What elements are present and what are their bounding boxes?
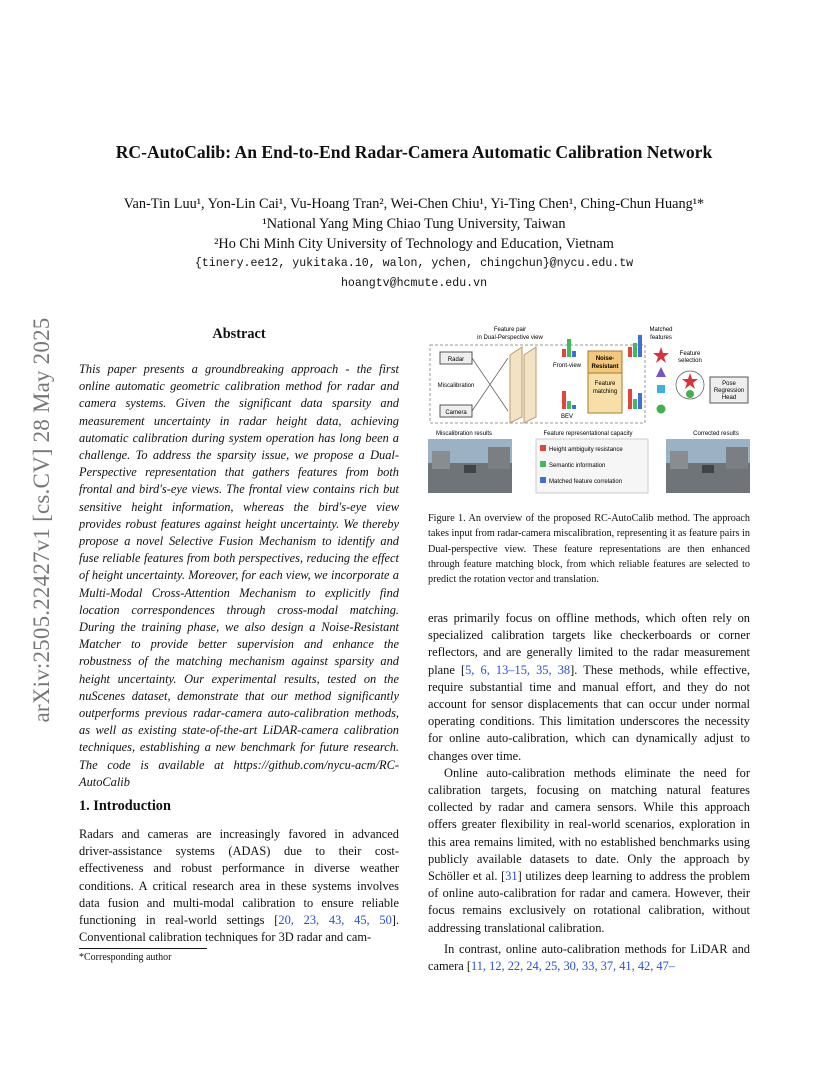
authors-line: Van-Tin Luu¹, Yon-Lin Cai¹, Vu-Hoang Tran², Wei-Chen Chiu¹, Yi-Ting Chen¹, Ching-Chun Huang¹* xyxy=(123,196,705,212)
fig-photo-corrected xyxy=(666,439,750,493)
fig-bar-mid2-green xyxy=(633,399,637,409)
fig-label-matched: Matched xyxy=(649,327,673,333)
section-heading-introduction: 1. Introduction xyxy=(79,798,171,814)
fig-bar-bev-green xyxy=(567,401,571,409)
affiliation-2: ²Ho Chi Minh City University of Technology and Education, Vietnam xyxy=(214,236,614,252)
footnote-rule xyxy=(79,948,207,949)
fig-label-front-view: Front-view xyxy=(552,363,582,369)
fig-label-camera: Camera xyxy=(445,410,467,416)
fig-bar-top-green xyxy=(567,339,571,357)
right-text-2a: Online auto-calibration methods eliminate the need for calibration targets, focusing on matching natural features collected by radar and camera sensors. While this approach offers greater flexibility in real-world scenarios, exploration in this area remains limited, with no established benchmarks using publicly available datasets to date. Only the approach by Schöller et al. [ xyxy=(428,765,750,884)
citation-link[interactable]: 31 xyxy=(505,869,518,884)
fig-bar-mid-green xyxy=(633,343,637,357)
fig-legend-height: Height ambiguity resistance xyxy=(549,447,623,453)
fig-legend-matched: Matched feature correlation xyxy=(549,479,623,485)
fig-label-fm-1: Feature xyxy=(594,381,616,387)
fig-label-fs-1: Feature xyxy=(679,351,701,357)
right-text-3a: In contrast, online auto-calibration methods for LiDAR and camera [ xyxy=(428,941,750,974)
fig-bar-top-red xyxy=(562,349,566,357)
fig-label-pose-3: Head xyxy=(721,395,737,401)
arxiv-sidebar-id xyxy=(16,300,68,740)
fig-bar-mid2-blue xyxy=(638,393,642,409)
fig-bar-mid-red xyxy=(628,347,632,357)
figure-1-caption: Figure 1. An overview of the proposed RC-AutoCalib method. The approach takes input from radar-camera miscalibration, representing it as feature pairs in Dual-perspective view. These feature representations are then enhanced through feature matching block, from which reliable features are selected to predict the rotation vector and translation. xyxy=(428,513,750,586)
fig-feature-plane-2 xyxy=(524,347,536,423)
fig-legend-semantic: Semantic information xyxy=(549,463,606,469)
fig-photo-miscalibration xyxy=(428,439,512,493)
intro-text-b: ]. Conventional calibration techniques for 3D radar and cam- xyxy=(79,913,399,945)
email-1: {tinery.ee12, yukitaka.10, walon, ychen, chingchun}@nycu.edu.tw xyxy=(194,257,634,270)
fig-star-icon xyxy=(653,347,669,363)
right-paragraph-3 xyxy=(428,941,750,975)
fig-label-features: features xyxy=(650,335,672,341)
fig-selected-circle-icon xyxy=(686,390,694,398)
citation-link[interactable]: 20, 23, 43, 45, 50 xyxy=(278,913,392,928)
right-text-2b: ] utilizes deep learning to address the problem of online auto-calibration for radar and camera. However, their focus remains exclusively on rotational calibration, without addressing translational calibration. xyxy=(428,869,750,935)
fig-selected-star-icon xyxy=(682,373,698,389)
fig-label-corrected: Corrected results xyxy=(693,431,739,437)
email-2: hoangtv@hcmute.edu.vn xyxy=(340,277,488,290)
fig-triangle-icon xyxy=(656,367,666,377)
fig-label-misc-results: Miscalibration results xyxy=(435,431,493,437)
fig-legend-swatch-red xyxy=(540,445,546,451)
right-paragraph-1 xyxy=(428,610,750,765)
footnote: *Corresponding author xyxy=(79,952,172,963)
fig-label-fs-2: selection xyxy=(678,358,702,364)
right-text-1b: ]. These methods, while effective, require substantial time and manual effort, and they do not account for sensor displacements that can occur under normal operating conditions. This limitation underscores the necessity for online auto-calibration, which can dynamically adjust to changes over time. xyxy=(428,662,751,763)
fig-circle-icon xyxy=(657,405,666,414)
right-text-1a: eras primarily focus on offline methods, which often rely on specialized calibration targets like checkerboards or corner reflectors, and are generally limited to the radar measurement plane [ xyxy=(428,611,750,677)
author-block xyxy=(40,194,788,294)
affiliation-1: ¹National Yang Ming Chiao Tung University, Taiwan xyxy=(262,216,566,232)
abstract-body: This paper presents a groundbreaking approach - the first online automatic geometric calibration method for radar and camera systems. Given the significant data sparsity and measurement uncertainty in radar height data, achieving automatic calibration during system operation has long been a challenge. To address the sparsity issue, we propose a Dual-Perspective representation that gathers features from both frontal and bird's-eye views. The frontal view contains rich but sensitive height information, whereas the bird's-eye view provides robust features against height uncertainty. We thereby propose a novel Selective Fusion Mechanism to identify and fuse reliable features from both perspectives, reducing the effect of height uncertainty. Moreover, for each view, we incorporate a Multi-Modal Cross-Attention Mechanism to explicitly find location correspondences through cross-modal matching. During the training phase, we also design a Noise-Resistant Matcher to provide better supervision and enhance the robustness of the matching mechanism against sparsity and height uncertainty. Our experimental results, tested on the nuScenes dataset, demonstrate that our method significantly outperforms previous radar-camera auto-calibration methods, as well as existing state-of-the-art LiDAR-camera calibration techniques, establishing a new benchmark for future research. The code is available at https://github.com/nycu-acm/RC-AutoCalib xyxy=(79,362,399,789)
fig-label-miscalibration: Miscalibration xyxy=(437,383,475,389)
fig-label-dual-perspective: in Dual-Perspective view xyxy=(477,335,543,341)
fig-square-icon xyxy=(657,385,665,393)
fig-label-pose-1: Pose xyxy=(722,381,736,387)
fig-bar-bev-blue xyxy=(572,405,576,409)
fig-feature-plane-1 xyxy=(510,347,522,423)
fig-label-feature-pair: Feature pair xyxy=(493,327,527,333)
intro-text-a: Radars and cameras are increasingly favored in advanced driver-assistance systems (ADAS) due to their cost-effectiveness and robust performance in diverse weather conditions. A critical research area in these systems involves data fusion and multi-modal calibration to ensure reliable functioning in real-world settings [ xyxy=(79,827,399,928)
fig-label-noise-1: Noise- xyxy=(595,356,615,362)
fig-label-pose-2: Regression xyxy=(713,388,745,394)
paper-title: RC-AutoCalib: An End-to-End Radar-Camera Automatic Calibration Network xyxy=(115,142,713,162)
fig-bar-mid-blue xyxy=(638,335,642,357)
fig-legend-swatch-green xyxy=(540,461,546,467)
fig-label-capacity: Feature representational capacity xyxy=(543,431,633,437)
fig-bar-bev-red xyxy=(562,391,566,409)
fig-label-bev: BEV xyxy=(560,414,574,420)
fig-bar-mid2-red xyxy=(628,389,632,409)
abstract-heading: Abstract xyxy=(212,326,266,342)
figure-1-diagram xyxy=(428,325,750,495)
fig-bar-top-blue xyxy=(572,351,576,357)
fig-legend-swatch-blue xyxy=(540,477,546,483)
right-paragraph-2 xyxy=(428,765,750,937)
arxiv-id-text: arXiv:2505.22427v1 [cs.CV] 28 May 2025 xyxy=(29,317,54,723)
fig-label-radar: Radar xyxy=(447,357,465,363)
intro-paragraph xyxy=(79,826,399,946)
citation-link[interactable]: 5, 6, 13–15, 35, 38 xyxy=(465,662,571,677)
fig-label-noise-2: Resistant xyxy=(591,364,619,370)
fig-label-fm-2: matching xyxy=(592,389,618,395)
right-column-text xyxy=(428,610,750,975)
citation-link[interactable]: 11, 12, 22, 24, 25, 30, 33, 37, 41, 42, 47– xyxy=(471,959,675,974)
